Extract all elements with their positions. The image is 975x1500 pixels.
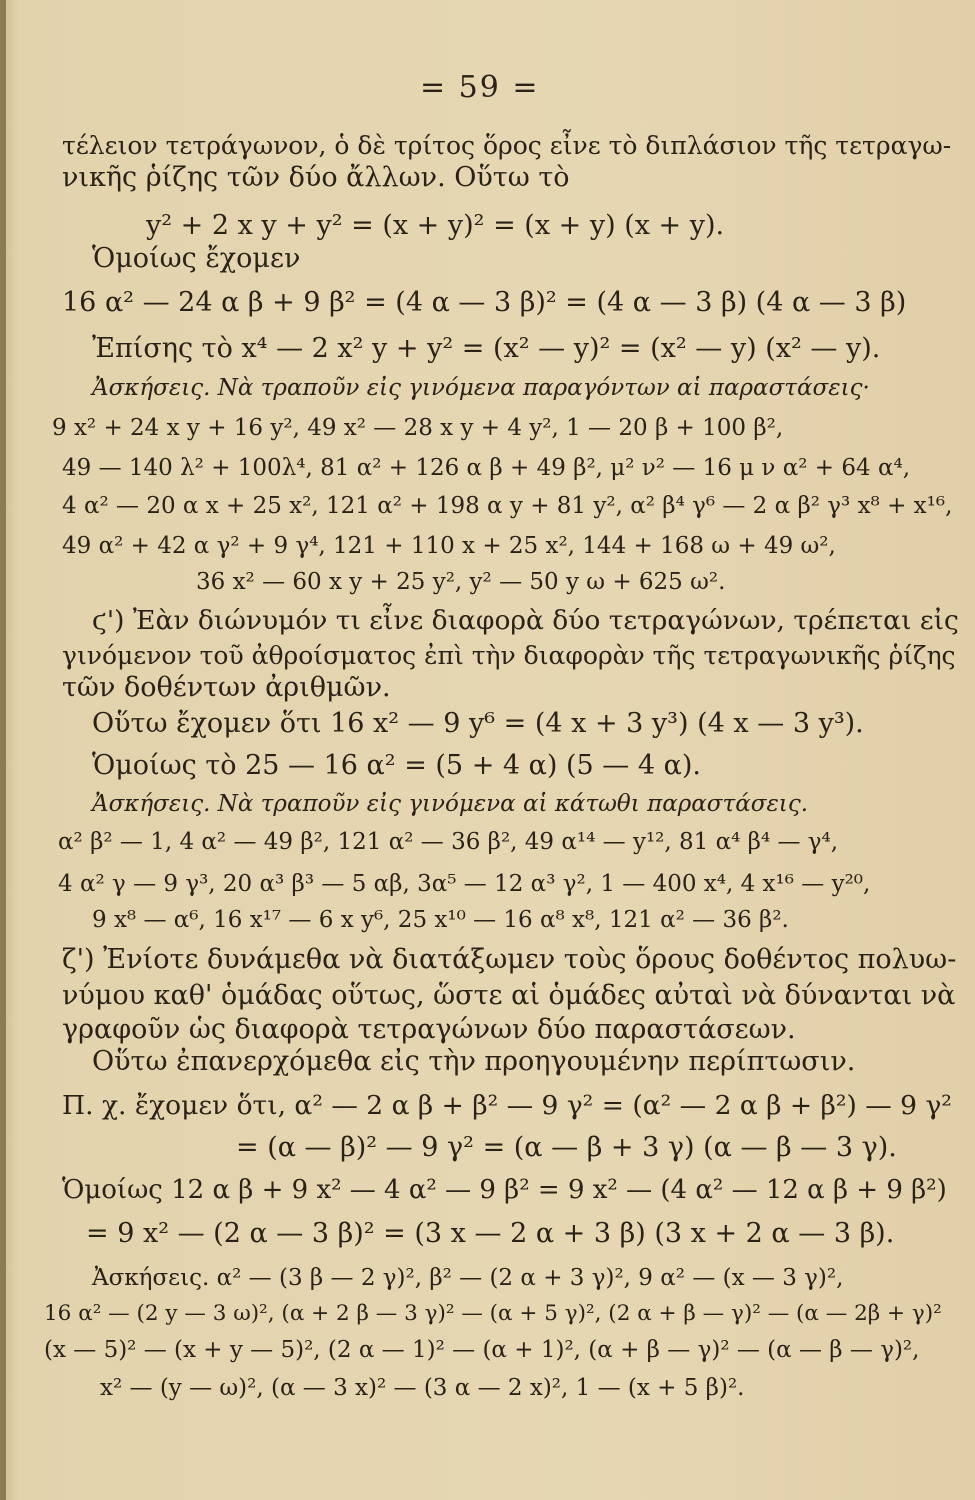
text-line: τέλειον τετράγωνον, ὁ δὲ τρίτος ὅρος εἶνε τὸ διπλάσιον τῆς τετραγω- — [62, 131, 952, 160]
text-line: ζ') Ἐνίοτε δυνάμεθα νὰ διατάξωμεν τοὺς ὅρους δοθέντος πολυω- — [62, 944, 957, 975]
exercise-heading: Ἀσκήσεις. Νὰ τραποῦν εἰς γινόμενα παραγόντων αἱ παραστάσεις· — [92, 375, 870, 401]
exercise-line: x² — (y — ω)², (α — 3 x)² — (3 α — 2 x)², 1 — (x + 5 β)². — [100, 1375, 745, 1401]
exercise-line: 9 x² + 24 x y + 16 y², 49 x² — 28 x y + 4 y², 1 — 20 β + 100 β², — [52, 415, 784, 441]
equation-line: y² + 2 x y + y² = (x + y)² = (x + y) (x + y). — [146, 210, 725, 241]
text-line: γινόμενον τοῦ ἀθροίσματος ἐπὶ τὴν διαφορὰν τῆς τετραγωνικῆς ῥίζης — [62, 641, 956, 670]
exercise-line: 49 — 140 λ² + 100λ⁴, 81 α² + 126 α β + 49 β², μ² ν² — 16 μ ν α² + 64 α⁴, — [62, 455, 911, 481]
text-line: Οὕτω ἐπανερχόμεθα εἰς τὴν προηγουμένην περίπτωσιν. — [92, 1046, 856, 1077]
page-number: = 59 = — [420, 70, 540, 105]
page-gutter — [0, 0, 6, 1500]
text-line: νικῆς ῥίζης τῶν δύο ἄλλων. Οὕτω τὸ — [62, 162, 570, 193]
equation-line: = (α — β)² — 9 γ² = (α — β + 3 γ) (α — β — 3 γ). — [236, 1132, 897, 1163]
text-line: γραφοῦν ὡς διαφορὰ τετραγώνων δύο παραστάσεων. — [62, 1014, 796, 1045]
text-line: τῶν δοθέντων ἀριθμῶν. — [62, 672, 391, 703]
exercise-line: (x — 5)² — (x + y — 5)², (2 α — 1)² — (α + 1)², (α + β — γ)² — (α — β — γ)², — [44, 1337, 920, 1363]
equation-line: Ἐπίσης τὸ x⁴ — 2 x² y + y² = (x² — y)² = (x² — y) (x² — y). — [92, 333, 881, 364]
equation-line: Ὁμοίως 12 α β + 9 x² — 4 α² — 9 β² = 9 x² — (4 α² — 12 α β + 9 β²) — [62, 1175, 947, 1205]
text-line: Ὁμοίως ἔχομεν — [92, 243, 301, 274]
exercise-heading: Ἀσκήσεις. Νὰ τραποῦν εἰς γινόμενα αἱ κάτωθι παραστάσεις. — [92, 791, 809, 817]
exercise-line: Ἀσκήσεις. α² — (3 β — 2 γ)², β² — (2 α + 3 γ)², 9 α² — (x — 3 γ)², — [92, 1265, 844, 1291]
exercise-line: 36 x² — 60 x y + 25 y², y² — 50 y ω + 625 ω². — [196, 569, 726, 595]
exercise-line: 4 α² — 20 α x + 25 x², 121 α² + 198 α y + 81 y², α² β⁴ γ⁶ — 2 α β² γ³ x⁸ + x¹⁶, — [62, 493, 953, 519]
exercise-line: 16 α² — (2 y — 3 ω)², (α + 2 β — 3 γ)² — (α + 5 γ)², (2 α + β — γ)² — (α — 2β + γ)² — [44, 1301, 942, 1326]
text-line: νύμου καθ' ὁμάδας οὕτως, ὥστε αἱ ὁμάδες αὐταὶ νὰ δύνανται νὰ — [62, 980, 956, 1011]
equation-line: Ὁμοίως τὸ 25 — 16 α² = (5 + 4 α) (5 — 4 α). — [92, 750, 701, 781]
exercise-line: 49 α² + 42 α γ² + 9 γ⁴, 121 + 110 x + 25 x², 144 + 168 ω + 49 ω², — [62, 533, 836, 559]
exercise-line: α² β² — 1, 4 α² — 49 β², 121 α² — 36 β², 49 α¹⁴ — y¹², 81 α⁴ β⁴ — γ⁴, — [58, 829, 839, 855]
equation-line: Π. χ. ἔχομεν ὅτι, α² — 2 α β + β² — 9 γ² = (α² — 2 α β + β²) — 9 γ² — [62, 1090, 952, 1121]
exercise-line: 9 x⁸ — α⁶, 16 x¹⁷ — 6 x y⁶, 25 x¹⁰ — 16 α⁸ x⁸, 121 α² — 36 β². — [92, 907, 789, 933]
exercise-line: 4 α² γ — 9 γ³, 20 α³ β³ — 5 αβ, 3α⁵ — 12 α³ γ², 1 — 400 x⁴, 4 x¹⁶ — y²⁰, — [58, 871, 871, 897]
equation-line: Οὕτω ἔχομεν ὅτι 16 x² — 9 y⁶ = (4 x + 3 y³) (4 x — 3 y³). — [92, 708, 864, 739]
equation-line: 16 α² — 24 α β + 9 β² = (4 α — 3 β)² = (4 α — 3 β) (4 α — 3 β) — [62, 287, 907, 318]
equation-line: = 9 x² — (2 α — 3 β)² = (3 x — 2 α + 3 β) (3 x + 2 α — 3 β). — [86, 1218, 895, 1249]
text-line: ϛ') Ἐὰν διώνυμόν τι εἶνε διαφορὰ δύο τετραγώνων, τρέπεται εἰς — [92, 605, 959, 636]
